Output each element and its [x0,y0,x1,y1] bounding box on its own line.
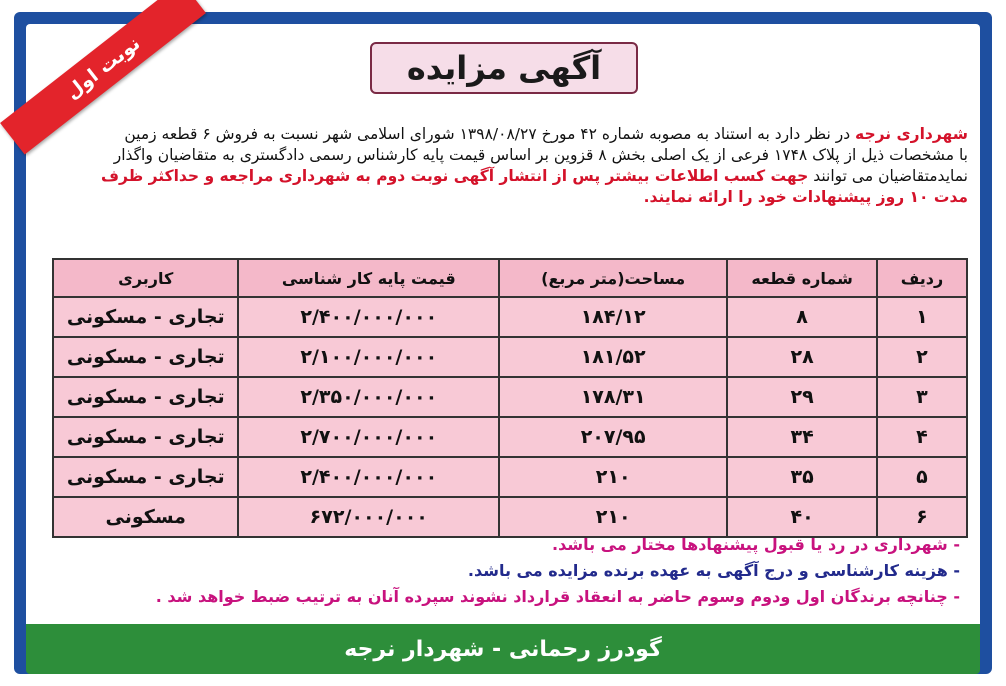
cell-plot-number: ۴۰ [727,497,877,537]
header-base-price: قیمت پایه کار شناسی [238,259,499,297]
cell-plot-number: ۸ [727,297,877,337]
page-title: آگهی مزایده [406,49,602,87]
cell-base-price: ۲/۱۰۰/۰۰۰/۰۰۰ [238,337,499,377]
footer-bar [26,624,980,674]
table-row [53,337,967,377]
note-item: - هزینه کارشناسی و درج آگهی به عهده برنده مزایده می باشد. [467,561,960,580]
cell-plot-number: ۲۹ [727,377,877,417]
cell-land-use: تجاری - مسکونی [53,457,238,497]
signature: گودرز رحمانی - شهردار نرجه [344,636,662,662]
cell-row-number: ۶ [877,497,967,537]
header-row-number: ردیف [877,259,967,297]
table-header-row [53,259,967,297]
intro-line-4: مدت ۱۰ روز پیشنهادات خود را ارائه نمایند. [643,188,968,206]
note-item: - شهرداری در رد یا قبول پیشنهادها مختار می باشد. [552,535,960,554]
table-row [53,457,967,497]
header-plot-number: شماره قطعه [727,259,877,297]
table-row [53,297,967,337]
cell-base-price: ۲/۴۰۰/۰۰۰/۰۰۰ [238,297,499,337]
intro-line-3 [40,166,968,187]
lots-table [52,258,968,538]
header-area: مساحت(متر مربع) [499,259,727,297]
cell-base-price: ۶۷۲/۰۰۰/۰۰۰ [238,497,499,537]
table-row [53,377,967,417]
intro-paragraph [40,124,968,208]
table-row [53,497,967,537]
cell-area: ۱۸۱/۵۲ [499,337,727,377]
cell-base-price: ۲/۴۰۰/۰۰۰/۰۰۰ [238,457,499,497]
cell-land-use: تجاری - مسکونی [53,417,238,457]
cell-row-number: ۲ [877,337,967,377]
cell-plot-number: ۳۵ [727,457,877,497]
cell-land-use: مسکونی [53,497,238,537]
intro-line-3-text: نمایدمتقاضیان می توانند [813,167,968,185]
cell-area: ۲۰۷/۹۵ [499,417,727,457]
header-land-use: کاربری [53,259,238,297]
cell-row-number: ۳ [877,377,967,417]
note-item: - چنانچه برندگان اول ودوم وسوم حاضر به انعقاد قرارداد نشوند سپرده آنان به ترتیب ضبط خواهد شد . [155,587,960,606]
cell-base-price: ۲/۷۰۰/۰۰۰/۰۰۰ [238,417,499,457]
intro-line-1-text: در نظر دارد به استناد به مصوبه شماره ۴۲ مورخ ۱۳۹۸/۰۸/۲۷ شورای اسلامی شهر نسبت به فروش ۶ قطعه زمین [124,125,851,143]
cell-row-number: ۵ [877,457,967,497]
notes-list [60,532,960,610]
ribbon-label: نوبت اول [61,32,145,104]
org-name: شهرداری نرجه [855,125,968,143]
intro-line-2: با مشخصات ذیل از پلاک ۱۷۴۸ فرعی از یک اصلی بخش ۸ قزوین بر اساس قیمت پایه کارشناس رسمی دادگستری به متقاضیان واگذار [113,146,968,164]
cell-plot-number: ۲۸ [727,337,877,377]
cell-area: ۱۷۸/۳۱ [499,377,727,417]
cell-row-number: ۴ [877,417,967,457]
intro-line-3-highlight: جهت کسب اطلاعات بیشتر پس از انتشار آگهی نوبت دوم به شهرداری مراجعه و حداکثر ظرف [100,167,809,185]
cell-land-use: تجاری - مسکونی [53,337,238,377]
cell-area: ۱۸۴/۱۲ [499,297,727,337]
cell-base-price: ۲/۳۵۰/۰۰۰/۰۰۰ [238,377,499,417]
cell-area: ۲۱۰ [499,457,727,497]
title-box [370,42,638,94]
cell-land-use: تجاری - مسکونی [53,297,238,337]
cell-land-use: تجاری - مسکونی [53,377,238,417]
cell-plot-number: ۳۴ [727,417,877,457]
intro-line-1 [40,124,968,145]
cell-area: ۲۱۰ [499,497,727,537]
table-row [53,417,967,457]
cell-row-number: ۱ [877,297,967,337]
